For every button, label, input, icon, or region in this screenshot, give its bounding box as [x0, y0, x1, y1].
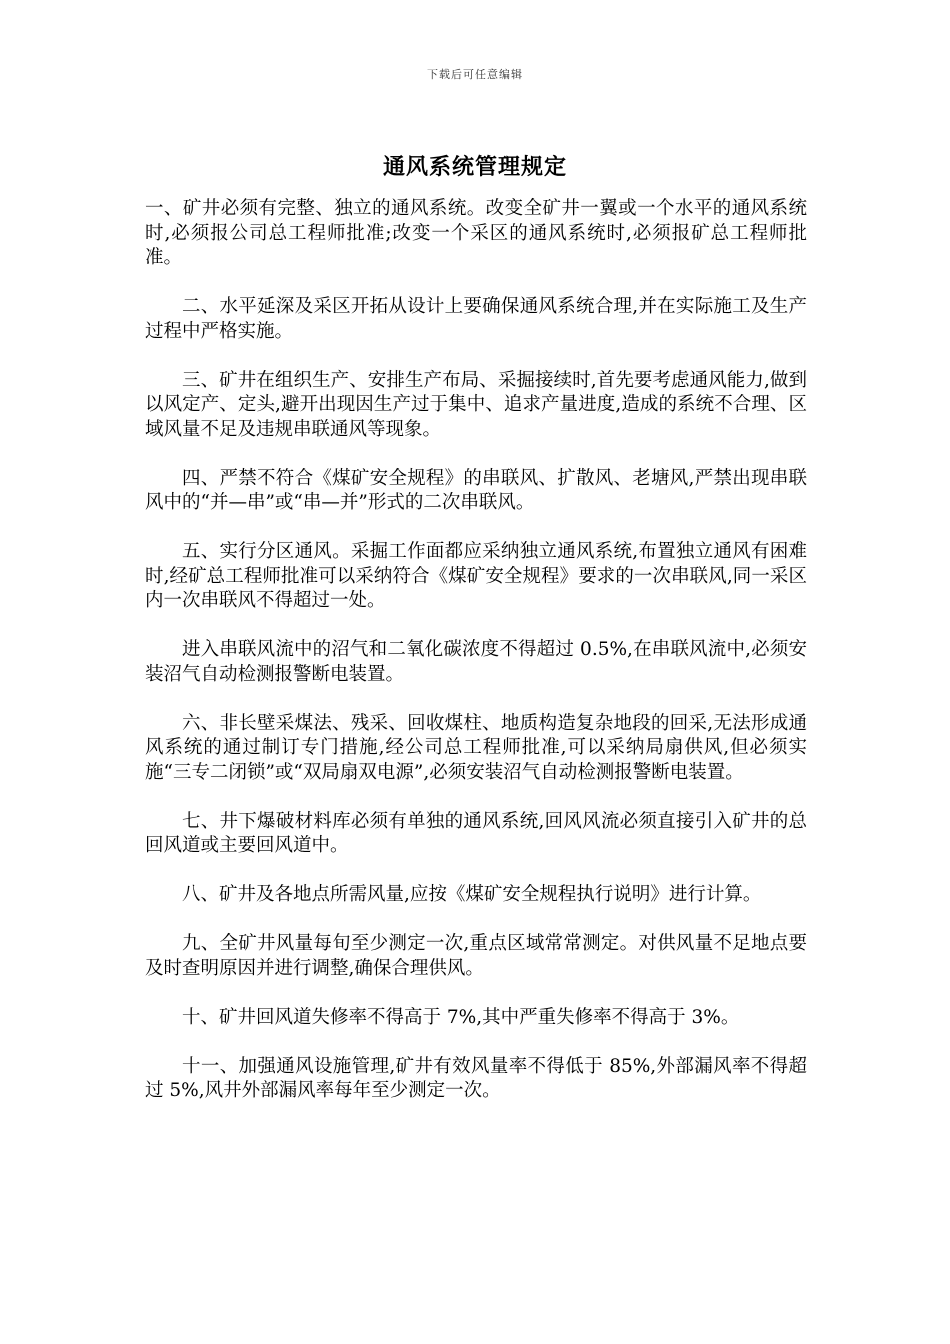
paragraph-6: 进入串联风流中的沼气和二氧化碳浓度不得超过 0.5%,在串联风流中,必须安装沼气自动检测报警断电装置。: [145, 639, 807, 685]
paragraph-12: 十一、加强通风设施管理,矿井有效风量率不得低于 85%,外部漏风率不得超过 5%,风井外部漏风率每年至少测定一次。: [145, 1055, 807, 1101]
paragraph-3: 三、矿井在组织生产、安排生产布局、采掘接续时,首先要考虑通风能力,做到以风定产、定头,避开出现因生产过于集中、追求产量进度,造成的系统不合理、区域风量不足及违规串联通风等现象。: [145, 369, 807, 440]
paragraph-11: 十、矿井回风道失修率不得高于 7%,其中严重失修率不得高于 3%。: [182, 1006, 740, 1028]
paragraph-4: 四、严禁不符合《煤矿安全规程》的串联风、扩散风、老塘风,严禁出现串联风中的“并—串”或“串—并”形式的二次串联风。: [145, 467, 807, 513]
paragraph-2: 二、水平延深及采区开拓从设计上要确保通风系统合理,并在实际施工及生产过程中严格实施。: [145, 296, 807, 342]
paragraph-1: 一、矿井必须有完整、独立的通风系统。改变全矿井一翼或一个水平的通风系统时,必须报公司总工程师批准;改变一个采区的通风系统时,必须报矿总工程师批准。: [145, 198, 807, 268]
paragraph-5: 五、实行分区通风。采掘工作面都应采纳独立通风系统,布置独立通风有困难时,经矿总工程师批准可以采纳符合《煤矿安全规程》要求的一次串联风,同一采区内一次串联风不得超过一处。: [145, 541, 807, 611]
document-title: 通风系统管理规定: [382, 155, 567, 180]
paragraph-9: 八、矿井及各地点所需风量,应按《煤矿安全规程执行说明》进行计算。: [182, 884, 762, 905]
paragraph-10: 九、全矿井风量每旬至少测定一次,重点区域常常测定。对供风量不足地点要及时查明原因并进行调整,确保合理供风。: [145, 933, 807, 979]
header-note: 下载后可任意编辑: [427, 68, 523, 81]
paragraph-7: 六、非长壁采煤法、残采、回收煤柱、地质构造复杂地段的回采,无法形成通风系统的通过制订专门措施,经公司总工程师批准,可以采纳局扇供风,但必须实施“三专二闭锁”或“双局扇双电源”,必须安装沼气自动检测报警断电装置。: [145, 712, 807, 783]
paragraph-8: 七、井下爆破材料库必须有单独的通风系统,回风风流必须直接引入矿井的总回风道或主要回风道中。: [145, 810, 807, 856]
document-body: [145, 197, 807, 1128]
